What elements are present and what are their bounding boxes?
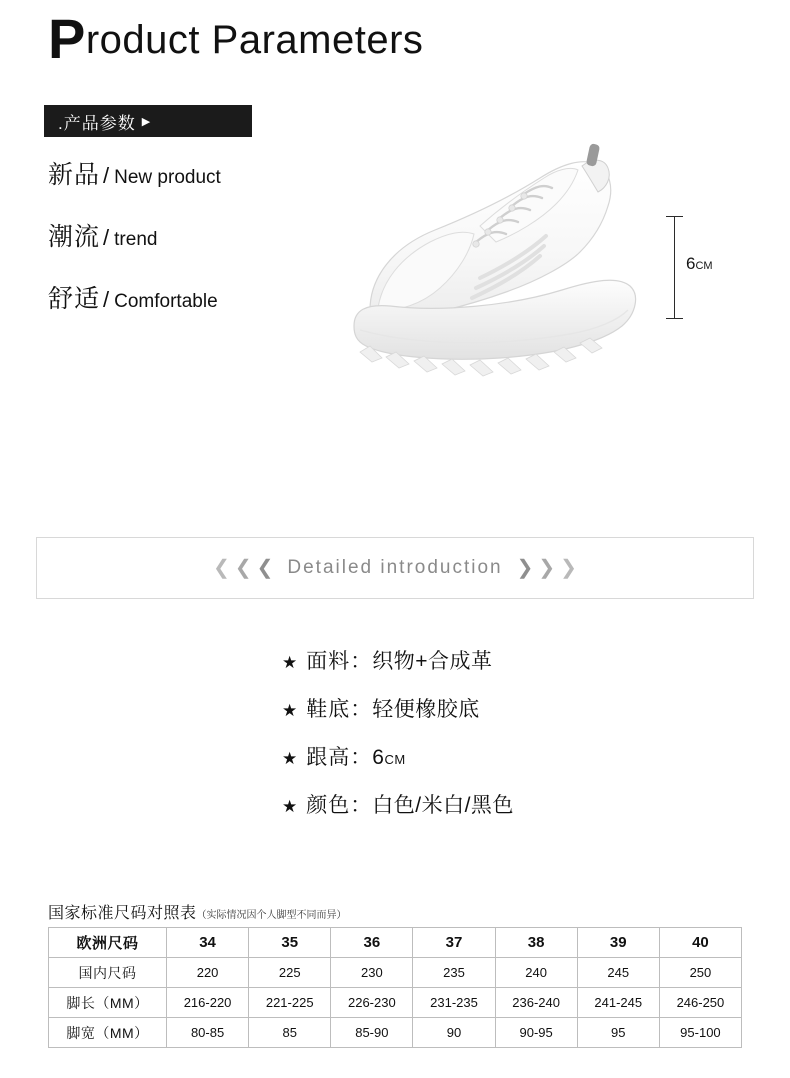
table-row [49, 988, 742, 1018]
feature-item [48, 155, 348, 191]
feature-label-cn: 新品 [48, 161, 101, 189]
table-cell: 85 [249, 1018, 331, 1048]
table-cell: 85-90 [331, 1018, 413, 1048]
table-row [49, 928, 742, 958]
table-cell: 40 [659, 928, 741, 958]
chevron-right-icon: ❯ [516, 557, 534, 579]
measure-label [686, 254, 713, 274]
table-cell: 240 [495, 958, 577, 988]
table-cell: 235 [413, 958, 495, 988]
row-header: 脚长（MM） [49, 988, 167, 1018]
size-table-title: 国家标准尺码对照表 [48, 905, 197, 922]
spec-value: 轻便橡胶底 [372, 698, 480, 721]
measure-unit: CM [695, 260, 713, 272]
table-cell: 216-220 [167, 988, 249, 1018]
detailed-introduction-banner [36, 537, 754, 599]
row-header: 欧洲尺码 [49, 928, 167, 958]
spec-value: 白色/米白/黑色 [372, 794, 514, 817]
feature-separator: / [103, 163, 110, 188]
table-cell: 250 [659, 958, 741, 988]
table-cell: 225 [249, 958, 331, 988]
feature-label-cn: 舒适 [48, 285, 101, 313]
chevron-left-icon: ❮ [256, 557, 274, 579]
table-cell: 37 [413, 928, 495, 958]
chevron-right-icon: ❯ [560, 557, 577, 579]
feature-list [48, 155, 348, 341]
table-cell: 95-100 [659, 1018, 741, 1048]
star-icon: ★ [282, 797, 298, 816]
spec-label: 跟高： [306, 746, 373, 769]
spec-item [282, 741, 514, 771]
table-cell: 35 [249, 928, 331, 958]
feature-separator: / [103, 287, 110, 312]
chevron-left-icon: ❮ [234, 557, 252, 579]
page-title [48, 7, 424, 70]
triangle-right-icon: ▶ [141, 115, 152, 128]
table-cell: 241-245 [577, 988, 659, 1018]
table-cell: 226-230 [331, 988, 413, 1018]
section-tag [44, 105, 252, 137]
chevron-left-group [213, 558, 273, 578]
table-cell: 246-250 [659, 988, 741, 1018]
table-cell: 230 [331, 958, 413, 988]
chevron-right-group [517, 558, 577, 578]
sneaker-illustration [330, 130, 660, 395]
spec-value: 织物+合成革 [372, 650, 493, 673]
star-icon: ★ [282, 749, 298, 768]
row-header: 脚宽（MM） [49, 1018, 167, 1048]
star-icon: ★ [282, 701, 298, 720]
table-cell: 221-225 [249, 988, 331, 1018]
feature-label-en: Comfortable [114, 291, 218, 312]
feature-label-cn: 潮流 [48, 223, 101, 251]
table-cell: 34 [167, 928, 249, 958]
star-icon: ★ [282, 653, 298, 672]
table-cell: 36 [331, 928, 413, 958]
feature-item [48, 217, 348, 253]
spec-label: 颜色： [306, 794, 373, 817]
table-cell: 80-85 [167, 1018, 249, 1048]
section-tag-label: .产品参数 [58, 113, 136, 133]
feature-item [48, 279, 348, 315]
size-table-caption [48, 900, 347, 923]
size-chart-table [48, 927, 742, 1048]
table-cell: 90-95 [495, 1018, 577, 1048]
chevron-left-icon: ❮ [213, 557, 230, 579]
table-cell: 220 [167, 958, 249, 988]
specification-list [282, 645, 514, 837]
spec-label: 鞋底： [306, 698, 373, 721]
table-cell: 39 [577, 928, 659, 958]
feature-separator: / [103, 225, 110, 250]
spec-value [372, 746, 405, 770]
banner-title: Detailed introduction [287, 557, 503, 578]
table-row [49, 958, 742, 988]
spec-value-unit: CM [384, 752, 406, 767]
heel-height-measure [664, 212, 724, 322]
product-photo [330, 130, 660, 395]
spec-item [282, 645, 514, 675]
feature-label-en: New product [114, 167, 221, 188]
table-row [49, 1018, 742, 1048]
measure-line [674, 216, 675, 318]
page-title-rest: roduct Parameters [85, 18, 424, 62]
measure-value: 6 [686, 254, 696, 273]
table-cell: 95 [577, 1018, 659, 1048]
table-cell: 38 [495, 928, 577, 958]
table-cell: 90 [413, 1018, 495, 1048]
spec-value-number: 6 [372, 746, 385, 769]
table-cell: 245 [577, 958, 659, 988]
table-cell: 231-235 [413, 988, 495, 1018]
spec-item [282, 693, 514, 723]
measure-cap-bottom [666, 318, 683, 319]
spec-label: 面料： [306, 650, 373, 673]
chevron-right-icon: ❯ [538, 557, 556, 579]
feature-label-en: trend [114, 229, 158, 250]
page-title-initial: P [48, 7, 86, 70]
row-header: 国内尺码 [49, 958, 167, 988]
table-cell: 236-240 [495, 988, 577, 1018]
size-table-subtitle: （实际情况因个人脚型不同而异） [196, 910, 347, 921]
spec-item [282, 789, 514, 819]
